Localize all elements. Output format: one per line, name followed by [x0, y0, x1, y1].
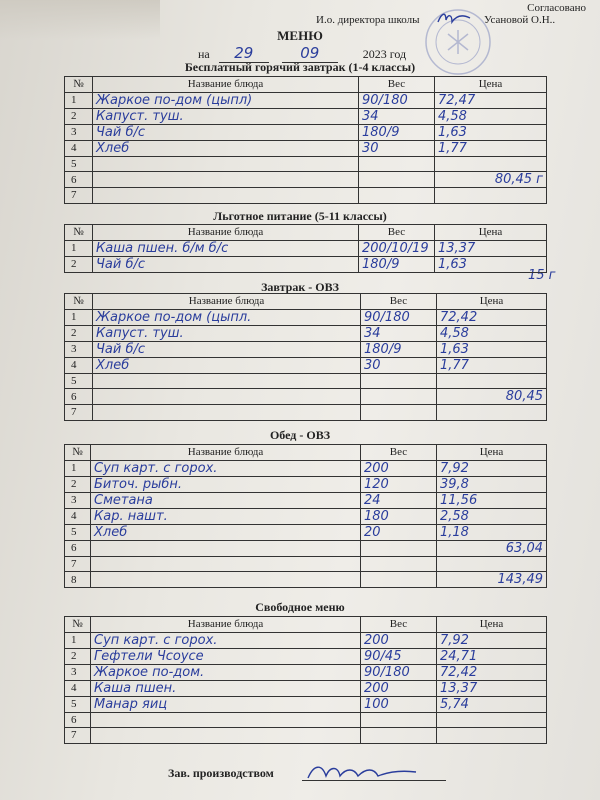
- menu-table: [64, 224, 547, 273]
- cell-price: [437, 556, 547, 572]
- cell-price: [437, 405, 547, 421]
- row-number: 7: [65, 405, 93, 421]
- cell-price: [437, 341, 547, 357]
- cell-name: [91, 572, 361, 588]
- cell-weight: [361, 373, 437, 389]
- cell-name: [91, 492, 361, 508]
- cell-price: [437, 389, 547, 405]
- cell-weight: [361, 492, 437, 508]
- handwritten-weight: 200: [364, 632, 389, 648]
- handwritten-price: 80,45: [505, 389, 543, 404]
- table-row: [65, 492, 547, 508]
- handwritten-name: Жаркое по-дом (цыпл): [96, 92, 253, 108]
- cell-price: [437, 696, 547, 712]
- cell-weight: [361, 664, 437, 680]
- date-year: 2023 год: [362, 47, 407, 61]
- row-number: 3: [65, 664, 91, 680]
- cell-name: [91, 476, 361, 492]
- handwritten-weight: 200: [364, 460, 389, 476]
- table-row: [65, 508, 547, 524]
- handwritten-price: 13,37: [440, 680, 478, 696]
- table-row: [65, 188, 547, 204]
- column-header-no: №: [65, 77, 93, 93]
- row-number: 2: [65, 108, 93, 124]
- table-row: [65, 680, 547, 696]
- cell-weight: [361, 648, 437, 664]
- cell-weight: [359, 156, 435, 172]
- menu-table: [64, 293, 547, 421]
- table-header-row: [65, 77, 547, 93]
- row-number: 2: [65, 256, 93, 272]
- handwritten-name: Хлеб: [94, 524, 128, 540]
- handwritten-price: 39,8: [440, 476, 469, 492]
- handwritten-name: Каша пшен. б/м б/с: [96, 240, 229, 256]
- handwritten-price: 7,92: [440, 460, 469, 476]
- handwritten-price: 143,49: [497, 572, 543, 587]
- handwritten-price: 4,58: [438, 108, 467, 124]
- handwritten-name: Сметана: [94, 492, 153, 508]
- cell-price: [437, 664, 547, 680]
- handwritten-price: 13,37: [438, 240, 476, 256]
- cell-weight: [361, 460, 437, 476]
- row-number: 1: [65, 460, 91, 476]
- cell-weight: [361, 524, 437, 540]
- handwritten-price: 7,92: [440, 632, 469, 648]
- handwritten-weight: 180: [364, 508, 389, 524]
- cell-price: [437, 460, 547, 476]
- cell-weight: [361, 341, 437, 357]
- cell-name: [91, 696, 361, 712]
- table-row: [65, 124, 547, 140]
- handwritten-weight: 34: [362, 108, 379, 124]
- row-number: 5: [65, 524, 91, 540]
- cell-name: [91, 680, 361, 696]
- section-title: Льготное питание (5-11 классы): [213, 209, 387, 223]
- handwritten-price: 5,74: [440, 696, 469, 712]
- cell-weight: [359, 92, 435, 108]
- cell-name: [93, 373, 361, 389]
- cell-name: [93, 341, 361, 357]
- handwritten-price: 72,42: [440, 664, 478, 680]
- handwritten-weight: 90/180: [364, 664, 410, 680]
- table-row: [65, 325, 547, 341]
- cell-price: [435, 240, 547, 256]
- row-number: 6: [65, 389, 93, 405]
- cell-name: [91, 540, 361, 556]
- menu-table: [64, 444, 547, 588]
- cell-price: [437, 712, 547, 728]
- handwritten-weight: 90/180: [364, 309, 410, 325]
- row-number: 3: [65, 124, 93, 140]
- cell-name: [93, 140, 359, 156]
- handwritten-price: 72,42: [440, 309, 478, 325]
- cell-name: [93, 240, 359, 256]
- row-number: 7: [65, 556, 91, 572]
- table-row: [65, 572, 547, 588]
- cell-price: [437, 540, 547, 556]
- cell-weight: [359, 240, 435, 256]
- row-number: 4: [65, 140, 93, 156]
- handwritten-name: Хлеб: [96, 357, 130, 373]
- table-row: [65, 524, 547, 540]
- cell-price: [437, 309, 547, 325]
- handwritten-name: Чай б/с: [96, 124, 146, 140]
- row-number: 6: [65, 712, 91, 728]
- handwritten-weight: 30: [364, 357, 381, 373]
- cell-weight: [359, 140, 435, 156]
- handwritten-weight: 180/9: [364, 341, 402, 357]
- handwritten-price: 72,47: [438, 92, 476, 108]
- cell-weight: [359, 172, 435, 188]
- column-header-name: Название блюда: [91, 617, 361, 633]
- handwritten-name: Кар. нашт.: [94, 508, 168, 524]
- row-number: 4: [65, 680, 91, 696]
- cell-name: [93, 188, 359, 204]
- row-number: 1: [65, 309, 93, 325]
- column-header-no: №: [65, 445, 91, 461]
- handwritten-weight: 90/45: [364, 648, 402, 664]
- cell-price: [437, 476, 547, 492]
- cell-name: [91, 556, 361, 572]
- cell-price: [435, 92, 547, 108]
- handwritten-price: 1,63: [440, 341, 469, 357]
- cell-weight: [361, 508, 437, 524]
- table-row: [65, 476, 547, 492]
- column-header-price: Цена: [437, 294, 547, 310]
- date-prefix: на: [198, 47, 210, 61]
- handwritten-name: Гефтели Чсоусе: [94, 648, 204, 664]
- column-header-no: №: [65, 225, 93, 241]
- cell-price: [435, 124, 547, 140]
- cell-price: [437, 492, 547, 508]
- handwritten-name: Манар яиц: [94, 696, 168, 712]
- handwritten-price: 4,58: [440, 325, 469, 341]
- cell-price: [437, 728, 547, 744]
- cell-name: [93, 389, 361, 405]
- cell-weight: [361, 680, 437, 696]
- column-header-no: №: [65, 294, 93, 310]
- signature-line: [302, 780, 446, 781]
- handwritten-name: Капуст. туш.: [96, 325, 184, 341]
- cell-name: [91, 664, 361, 680]
- cell-weight: [361, 476, 437, 492]
- cell-name: [93, 357, 361, 373]
- menu-table: [64, 616, 547, 744]
- handwritten-name: Биточ. рыбн.: [94, 476, 183, 492]
- handwritten-name: Жаркое по-дом (цыпл.: [96, 309, 252, 325]
- cell-weight: [359, 188, 435, 204]
- handwritten-weight: 34: [364, 325, 381, 341]
- handwritten-weight: 30: [362, 140, 379, 156]
- table-header-row: [65, 294, 547, 310]
- cell-price: [437, 508, 547, 524]
- menu-title: МЕНЮ: [277, 28, 323, 43]
- table-row: [65, 373, 547, 389]
- column-header-weight: Вес: [359, 225, 435, 241]
- director-title: И.о. директора школы: [316, 14, 420, 26]
- cell-weight: [361, 309, 437, 325]
- table-row: [65, 309, 547, 325]
- handwritten-price: 11,56: [440, 492, 478, 508]
- cell-name: [91, 648, 361, 664]
- handwritten-name: Чай б/с: [96, 341, 146, 357]
- table-header-row: [65, 617, 547, 633]
- table-row: [65, 240, 547, 256]
- handwritten-weight: 90/180: [362, 92, 408, 108]
- table-row: [65, 140, 547, 156]
- section-title: Обед - ОВЗ: [269, 428, 331, 442]
- handwritten-weight: 180/9: [362, 256, 400, 272]
- handwritten-weight: 200/10/19: [362, 240, 429, 256]
- cell-weight: [361, 712, 437, 728]
- table-row: [65, 664, 547, 680]
- cell-name: [91, 728, 361, 744]
- cell-price: [435, 156, 547, 172]
- cell-weight: [361, 556, 437, 572]
- cell-price: [437, 680, 547, 696]
- cell-weight: [359, 256, 435, 272]
- column-header-weight: Вес: [361, 294, 437, 310]
- row-number: 1: [65, 92, 93, 108]
- table-row: [65, 540, 547, 556]
- table-row: [65, 256, 547, 272]
- approved-label: Согласовано: [527, 2, 586, 14]
- cell-weight: [361, 696, 437, 712]
- cell-price: [437, 524, 547, 540]
- table-row: [65, 389, 547, 405]
- cell-name: [91, 524, 361, 540]
- handwritten-name: Суп карт. с горох.: [94, 632, 218, 648]
- handwritten-weight: 24: [364, 492, 381, 508]
- handwritten-price: 1,18: [440, 524, 469, 540]
- table-row: [65, 172, 547, 188]
- cell-price: [437, 325, 547, 341]
- cell-price: [435, 172, 547, 188]
- handwritten-name: Жаркое по-дом.: [94, 664, 205, 680]
- cell-price: [435, 140, 547, 156]
- cell-name: [93, 325, 361, 341]
- handwritten-price: 2,58: [440, 508, 469, 524]
- section-title: Свободное меню: [255, 600, 345, 614]
- cell-weight: [359, 108, 435, 124]
- column-header-price: Цена: [435, 225, 547, 241]
- cell-name: [93, 309, 361, 325]
- cell-name: [91, 460, 361, 476]
- handwritten-price: 63,04: [505, 540, 543, 556]
- row-number: 5: [65, 156, 93, 172]
- table-row: [65, 357, 547, 373]
- handwritten-name: Суп карт. с горох.: [94, 460, 218, 476]
- row-number: 2: [65, 476, 91, 492]
- row-number: 4: [65, 357, 93, 373]
- cell-name: [93, 156, 359, 172]
- cell-price: [437, 357, 547, 373]
- table-row: [65, 712, 547, 728]
- column-header-price: Цена: [437, 617, 547, 633]
- cell-weight: [361, 728, 437, 744]
- handwritten-price: 1,63: [438, 124, 467, 140]
- handwritten-price: 24,71: [440, 648, 478, 664]
- row-number: 2: [65, 325, 93, 341]
- cell-name: [91, 632, 361, 648]
- row-number: 1: [65, 240, 93, 256]
- section-title: Завтрак - ОВЗ: [261, 280, 339, 294]
- table-row: [65, 728, 547, 744]
- cell-weight: [361, 325, 437, 341]
- cell-price: [437, 648, 547, 664]
- table-row: [65, 460, 547, 476]
- handwritten-price: 1,63: [438, 256, 467, 272]
- column-header-name: Название блюда: [93, 77, 359, 93]
- table-row: [65, 648, 547, 664]
- table-row: [65, 341, 547, 357]
- cell-weight: [361, 405, 437, 421]
- cell-name: [93, 92, 359, 108]
- column-header-no: №: [65, 617, 91, 633]
- row-number: 4: [65, 508, 91, 524]
- row-number: 5: [65, 373, 93, 389]
- handwritten-note: 15 г: [528, 268, 556, 283]
- handwritten-name: Чай б/с: [96, 256, 146, 272]
- cell-price: [435, 188, 547, 204]
- table-row: [65, 92, 547, 108]
- cell-price: [435, 256, 547, 272]
- table-row: [65, 156, 547, 172]
- handwritten-name: Капуст. туш.: [96, 108, 184, 124]
- row-number: 7: [65, 728, 91, 744]
- row-number: 3: [65, 341, 93, 357]
- cell-weight: [361, 357, 437, 373]
- table-header-row: [65, 445, 547, 461]
- row-number: 2: [65, 648, 91, 664]
- row-number: 7: [65, 188, 93, 204]
- director-name: Усановой О.Н..: [484, 14, 556, 26]
- table-row: [65, 696, 547, 712]
- handwritten-weight: 180/9: [362, 124, 400, 140]
- cell-weight: [361, 389, 437, 405]
- handwritten-name: Хлеб: [96, 140, 130, 156]
- column-header-name: Название блюда: [91, 445, 361, 461]
- handwritten-name: Каша пшен.: [94, 680, 177, 696]
- table-header-row: [65, 225, 547, 241]
- row-number: 6: [65, 172, 93, 188]
- handwritten-weight: 20: [364, 524, 381, 540]
- footer-label: Зав. производством: [168, 766, 274, 780]
- cell-price: [437, 572, 547, 588]
- row-number: 1: [65, 632, 91, 648]
- cell-name: [91, 508, 361, 524]
- handwritten-weight: 120: [364, 476, 389, 492]
- menu-table: [64, 76, 547, 204]
- date-day: 29: [219, 44, 269, 63]
- cell-name: [93, 124, 359, 140]
- column-header-weight: Вес: [361, 617, 437, 633]
- row-number: 8: [65, 572, 91, 588]
- handwritten-price: 1,77: [438, 140, 467, 156]
- handwritten-price: 1,77: [440, 357, 469, 373]
- cell-name: [91, 712, 361, 728]
- cell-name: [93, 405, 361, 421]
- section-title: Бесплатный горячий завтрак (1-4 классы): [184, 60, 416, 74]
- row-number: 6: [65, 540, 91, 556]
- cell-price: [437, 373, 547, 389]
- cell-price: [437, 632, 547, 648]
- row-number: 3: [65, 492, 91, 508]
- cell-weight: [361, 572, 437, 588]
- column-header-price: Цена: [435, 77, 547, 93]
- handwritten-weight: 200: [364, 680, 389, 696]
- table-row: [65, 632, 547, 648]
- cell-name: [93, 108, 359, 124]
- cell-weight: [361, 632, 437, 648]
- column-header-weight: Вес: [361, 445, 437, 461]
- row-number: 5: [65, 696, 91, 712]
- column-header-weight: Вес: [359, 77, 435, 93]
- cell-weight: [359, 124, 435, 140]
- column-header-price: Цена: [437, 445, 547, 461]
- cell-weight: [361, 540, 437, 556]
- column-header-name: Название блюда: [93, 294, 361, 310]
- cell-name: [93, 256, 359, 272]
- date-month: 09: [282, 44, 338, 63]
- table-row: [65, 556, 547, 572]
- table-row: [65, 108, 547, 124]
- handwritten-weight: 100: [364, 696, 389, 712]
- column-header-name: Название блюда: [93, 225, 359, 241]
- table-row: [65, 405, 547, 421]
- handwritten-price: 80,45 г: [494, 172, 543, 187]
- cell-name: [93, 172, 359, 188]
- cell-price: [435, 108, 547, 124]
